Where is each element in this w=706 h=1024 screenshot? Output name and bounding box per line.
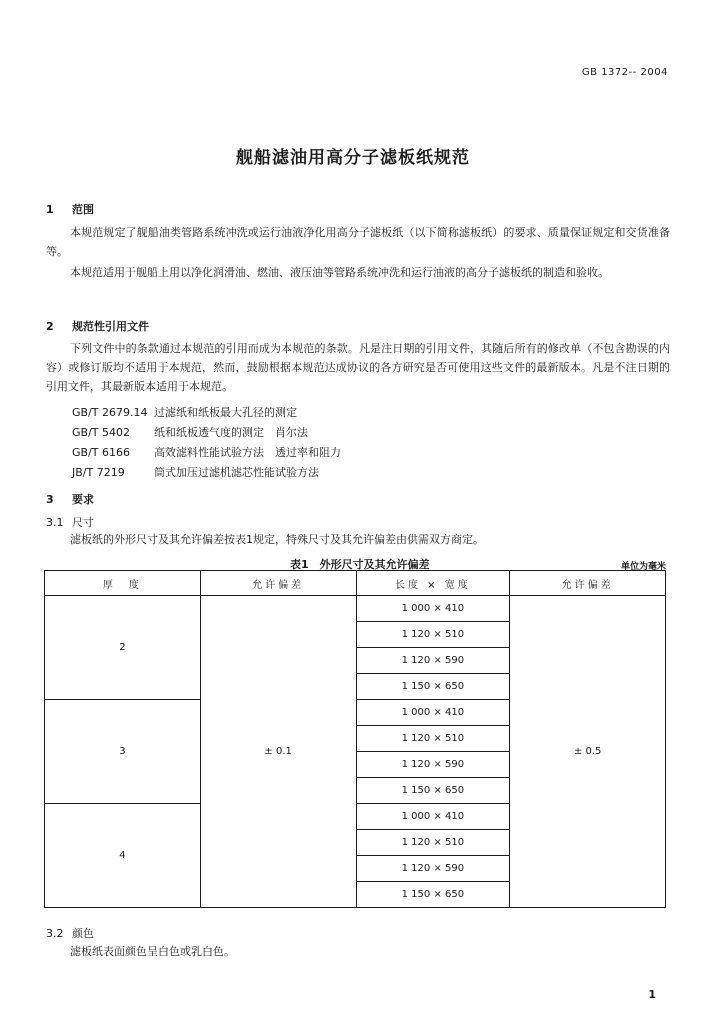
reference-item bbox=[72, 464, 319, 480]
table-header-row bbox=[45, 571, 666, 596]
table-row bbox=[45, 596, 666, 622]
section-number: 2 bbox=[46, 320, 54, 333]
section-3-1-heading bbox=[46, 514, 94, 530]
header-thickness: 厚 度 bbox=[45, 571, 201, 596]
section-3-heading bbox=[46, 491, 94, 507]
section-number: 1 bbox=[46, 203, 54, 216]
size-cell: 1 120 × 510 bbox=[356, 830, 510, 856]
size-cell: 1 120 × 510 bbox=[356, 622, 510, 648]
section-title: 要求 bbox=[72, 493, 94, 506]
section-number: 3 bbox=[46, 493, 54, 506]
reference-code: JB/T 7219 bbox=[72, 466, 125, 479]
thickness-cell: 2 bbox=[45, 596, 201, 700]
thickness-cell: 4 bbox=[45, 804, 201, 908]
reference-code: GB/T 6166 bbox=[72, 446, 130, 459]
section-title: 颜色 bbox=[72, 927, 94, 940]
thickness-cell: 3 bbox=[45, 700, 201, 804]
reference-item bbox=[72, 404, 297, 420]
size-tolerance-cell: ± 0.5 bbox=[510, 596, 666, 908]
section-2-paragraph-1: 下列文件中的条款通过本规范的引用而成为本规范的条款。凡是注日期的引用文件，其随后所有的修改单（不包含勘误的内容）或修订版均不适用于本规范，然而，鼓励根据本规范达成协议的各方研究是否可使用这些文件的最新版本。凡是不注日期的引用文件，其最新版本适用于本规范。 bbox=[46, 342, 670, 393]
reference-title: 纸和纸板透气度的测定 肖尔法 bbox=[154, 426, 308, 439]
page-number: 1 bbox=[648, 988, 656, 1001]
header-length-width: 长度 × 宽度 bbox=[356, 571, 510, 596]
section-3-2-heading bbox=[46, 925, 94, 941]
size-cell: 1 120 × 510 bbox=[356, 726, 510, 752]
size-cell: 1 000 × 410 bbox=[356, 596, 510, 622]
document-title: 舰船滤油用高分子滤板纸规范 bbox=[236, 148, 470, 168]
reference-item bbox=[72, 444, 341, 460]
reference-title: 过滤纸和纸板最大孔径的测定 bbox=[154, 406, 297, 419]
section-3-2-paragraph: 滤板纸表面颜色呈白色或乳白色。 bbox=[70, 945, 235, 958]
reference-item bbox=[72, 424, 308, 440]
header-thickness-tolerance: 允许偏差 bbox=[200, 571, 356, 596]
standard-number: GB 1372-- 2004 bbox=[581, 67, 668, 78]
dimensions-table bbox=[44, 570, 666, 908]
reference-code: GB/T 5402 bbox=[72, 426, 130, 439]
reference-title: 高效滤料性能试验方法 透过率和阻力 bbox=[154, 446, 341, 459]
table-unit: 单位为毫米 bbox=[620, 562, 666, 572]
size-cell: 1 000 × 410 bbox=[356, 804, 510, 830]
table-caption: 表1 外形尺寸及其允许偏差 bbox=[290, 558, 430, 571]
section-1-paragraph-2: 本规范适用于舰船上用以净化润滑油、燃油、液压油等管路系统冲洗和运行油液的高分子滤板纸的制造和验收。 bbox=[70, 266, 609, 279]
section-number: 3.1 bbox=[46, 516, 64, 529]
size-cell: 1 150 × 650 bbox=[356, 778, 510, 804]
section-number: 3.2 bbox=[46, 927, 64, 940]
section-title: 范围 bbox=[72, 203, 94, 216]
section-title: 规范性引用文件 bbox=[72, 320, 149, 333]
size-cell: 1 120 × 590 bbox=[356, 648, 510, 674]
section-3-1-paragraph: 滤板纸的外形尺寸及其允许偏差按表1规定，特殊尺寸及其允许偏差由供需双方商定。 bbox=[70, 533, 484, 546]
section-2-heading bbox=[46, 318, 149, 334]
size-cell: 1 120 × 590 bbox=[356, 752, 510, 778]
reference-title: 筒式加压过滤机滤芯性能试验方法 bbox=[154, 466, 319, 479]
section-1-heading bbox=[46, 201, 94, 217]
section-1-paragraph-1: 本规范规定了舰船油类管路系统冲洗或运行油液净化用高分子滤板纸（以下简称滤板纸）的要求、质量保证规定和交货准备等。 bbox=[46, 226, 670, 258]
section-title: 尺寸 bbox=[72, 516, 94, 529]
thickness-tolerance-cell: ± 0.1 bbox=[200, 596, 356, 908]
size-cell: 1 000 × 410 bbox=[356, 700, 510, 726]
size-cell: 1 150 × 650 bbox=[356, 882, 510, 908]
size-cell: 1 120 × 590 bbox=[356, 856, 510, 882]
reference-code: GB/T 2679.14 bbox=[72, 406, 148, 419]
header-size-tolerance: 允许偏差 bbox=[510, 571, 666, 596]
size-cell: 1 150 × 650 bbox=[356, 674, 510, 700]
